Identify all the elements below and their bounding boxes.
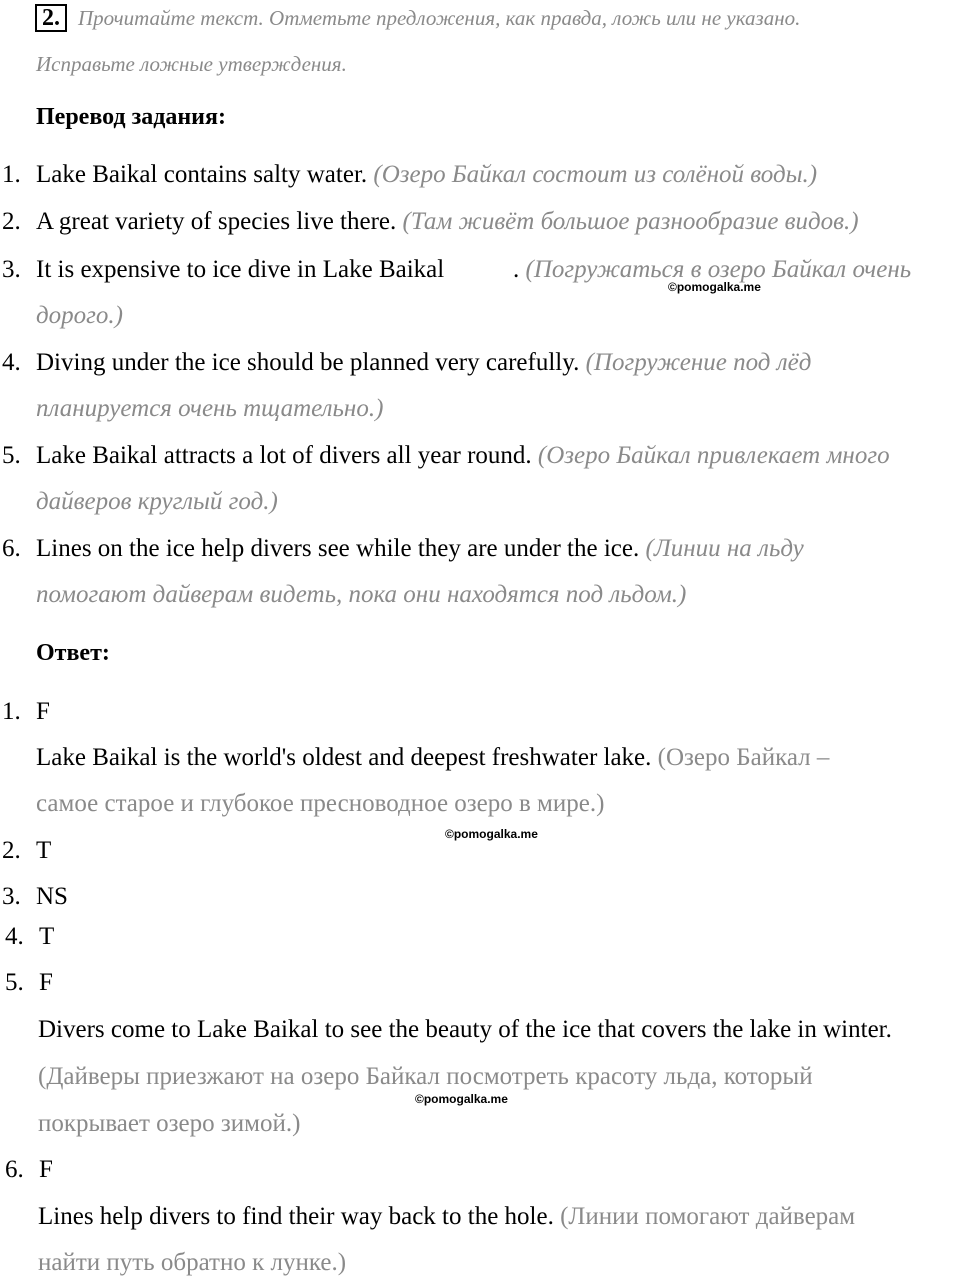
statement-number: 1. bbox=[2, 161, 21, 188]
watermark: ©pomogalka.me bbox=[445, 827, 538, 841]
task-instruction-line1: Прочитайте текст. Отметьте предложения, как правда, ложь или не указано. bbox=[78, 6, 801, 30]
statement-line bbox=[36, 349, 811, 377]
answer-translation: (Линии помогают дайверам bbox=[560, 1203, 856, 1230]
statement-translation: (Озеро Байкал состоит из солёной воды.) bbox=[373, 161, 818, 188]
statement-punct: . bbox=[513, 256, 520, 283]
answer-correction-line bbox=[38, 1203, 855, 1231]
answer-heading: Ответ: bbox=[36, 640, 110, 666]
statement-text: Diving under the ice should be planned very carefully. bbox=[36, 349, 580, 376]
answer-translation: (Озеро Байкал – bbox=[657, 744, 830, 771]
answer-number: 6. bbox=[5, 1156, 24, 1183]
answer-number: 3. bbox=[2, 883, 21, 910]
answer-number: 5. bbox=[5, 969, 24, 996]
statement-number: 2. bbox=[2, 208, 21, 235]
statement-translation-cont: помогают дайверам видеть, пока они находятся под льдом.) bbox=[36, 581, 687, 608]
statement-line bbox=[36, 208, 859, 236]
statement-text: Lines on the ice help divers see while they are under the ice. bbox=[36, 535, 640, 562]
statement-text: Lake Baikal attracts a lot of divers all year round. bbox=[36, 442, 532, 469]
statement-number: 5. bbox=[2, 442, 21, 469]
statement-number: 6. bbox=[2, 535, 21, 562]
answer-number: 4. bbox=[5, 923, 24, 950]
statement-text: A great variety of species live there. bbox=[36, 208, 397, 235]
statement-text: Lake Baikal contains salty water. bbox=[36, 161, 368, 188]
answer-mark: T bbox=[36, 837, 52, 864]
answer-mark: F bbox=[39, 969, 53, 996]
statement-text: It is expensive to ice dive in Lake Baikal bbox=[36, 256, 445, 283]
statement-translation-cont: дайверов круглый год.) bbox=[36, 488, 278, 515]
statement-line bbox=[36, 442, 890, 470]
statement-line bbox=[36, 535, 804, 563]
answer-number: 1. bbox=[2, 698, 21, 725]
statement-translation-cont: дорого.) bbox=[36, 302, 123, 329]
answer-mark: T bbox=[39, 923, 55, 950]
watermark: ©pomogalka.me bbox=[668, 280, 761, 294]
statement-translation: (Погружаться в озеро Байкал очень bbox=[525, 256, 912, 283]
task-instruction-line2: Исправьте ложные утверждения. bbox=[36, 52, 347, 76]
statement-line bbox=[36, 161, 817, 189]
answer-correction: Divers come to Lake Baikal to see the beauty of the ice that covers the lake in winter. bbox=[38, 1016, 892, 1043]
answer-translation-cont: найти путь обратно к лунке.) bbox=[38, 1249, 347, 1276]
statement-number: 4. bbox=[2, 349, 21, 376]
translation-heading: Перевод задания: bbox=[36, 104, 226, 130]
answer-correction-line bbox=[36, 744, 829, 772]
answer-translation: (Дайверы приезжают на озеро Байкал посмотреть красоту льда, который bbox=[38, 1063, 813, 1090]
answer-number: 2. bbox=[2, 837, 21, 864]
watermark: ©pomogalka.me bbox=[415, 1092, 508, 1106]
statement-translation: (Там живёт большое разнообразие видов.) bbox=[402, 208, 859, 235]
statement-translation: (Линии на льду bbox=[645, 535, 804, 562]
statement-translation: (Озеро Байкал привлекает много bbox=[537, 442, 890, 469]
statement-number: 3. bbox=[2, 256, 21, 283]
answer-mark: NS bbox=[36, 883, 68, 910]
answer-mark: F bbox=[39, 1156, 53, 1183]
answer-mark: F bbox=[36, 698, 50, 725]
answer-translation-cont: покрывает озеро зимой.) bbox=[38, 1110, 301, 1137]
statement-translation-cont: планируется очень тщательно.) bbox=[36, 395, 384, 422]
answer-translation-cont: самое старое и глубокое пресноводное озеро в мире.) bbox=[36, 790, 605, 817]
statement-translation: (Погружение под лёд bbox=[585, 349, 812, 376]
answer-correction: Lake Baikal is the world's oldest and deepest freshwater lake. bbox=[36, 744, 652, 771]
task-number: 2. bbox=[35, 4, 67, 32]
answer-correction: Lines help divers to find their way back to the hole. bbox=[38, 1203, 554, 1230]
